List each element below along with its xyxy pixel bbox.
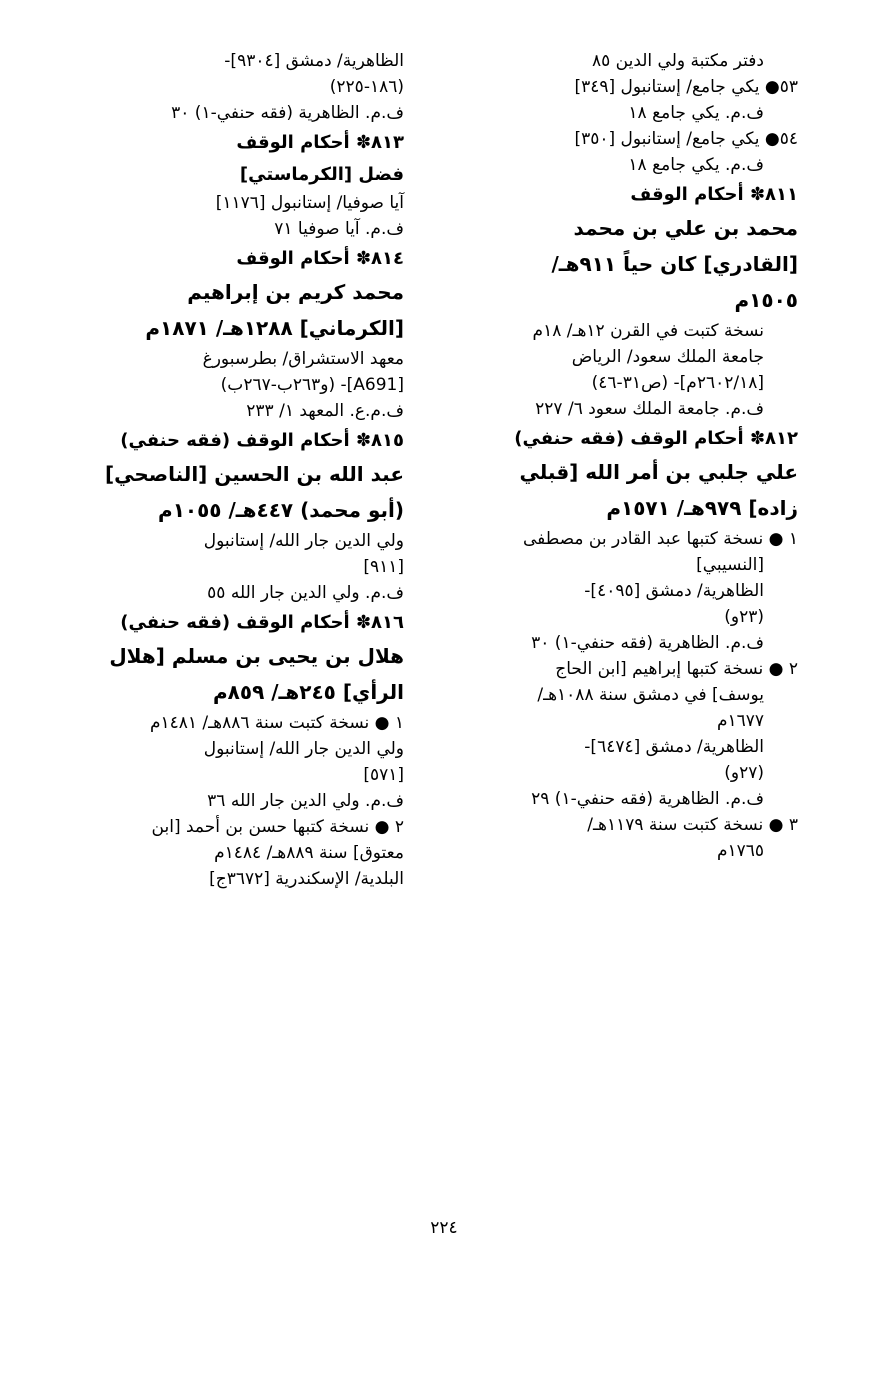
- text-line: ٥٣● يكي جامع/ إستانبول [٣٤٩]: [574, 77, 798, 97]
- entry-heading: ٨١٥✽ أحكام الوقف (فقه حنفي): [120, 430, 404, 451]
- entry-heading: ٨١٦✽ أحكام الوقف (فقه حنفي): [120, 612, 404, 633]
- text-line: ١٧٦٥م: [716, 841, 764, 861]
- author-line: الرأي] ٢٤٥هـ/ ٨٥٩م: [212, 680, 404, 704]
- text-line: ٥٤● يكي جامع/ إستانبول [٣٥٠]: [574, 129, 798, 149]
- text-line: [النسيبي]: [696, 555, 764, 575]
- text-line: الظاهرية/ دمشق [٤٠٩٥]-: [584, 581, 764, 601]
- entry-heading: ٨١٣✽ أحكام الوقف: [236, 132, 404, 153]
- text-line: [٥٧١]: [363, 765, 404, 785]
- author-line: (أبو محمد) ٤٤٧هـ/ ١٠٥٥م: [158, 498, 404, 522]
- entry-heading: فضل [الكرماستي]: [239, 164, 404, 185]
- text-line: معهد الاستشراق/ بطرسبورغ: [202, 349, 404, 369]
- text-line: [A691]- (و٢٦٣ب-٢٦٧ب): [220, 375, 404, 395]
- author-line: علي جلبي بن أمر الله [قبلي: [519, 460, 798, 484]
- page-number: ٢٢٤: [430, 1218, 458, 1238]
- author-line: محمد كريم بن إبراهيم: [187, 280, 404, 304]
- entry-heading: ٨١٢✽ أحكام الوقف (فقه حنفي): [514, 428, 798, 449]
- text-line: ١ ● نسخة كتبت سنة ٨٨٦هـ/ ١٤٨١م: [149, 713, 404, 733]
- entry-heading: ٨١٤✽ أحكام الوقف: [236, 248, 404, 269]
- author-line: محمد بن علي بن محمد: [573, 216, 798, 240]
- text-line: (١٨٦-٢٢٥): [329, 77, 404, 97]
- text-line: معتوق] سنة ٨٨٩هـ/ ١٤٨٤م: [214, 843, 404, 863]
- text-line: ف.م. ولي الدين جار الله ٣٦: [207, 791, 404, 811]
- text-line: ٣ ● نسخة كتبت سنة ١١٧٩هـ/: [587, 815, 798, 835]
- text-line: ف.م. آيا صوفيا ٧١: [274, 219, 404, 239]
- text-line: ١ ● نسخة كتبها عبد القادر بن مصطفى: [522, 529, 798, 549]
- author-line: [القادري] كان حياً ٩١١هـ/: [551, 252, 798, 276]
- text-line: [٢٦٠٢/١٨م]- (ص٣١-٤٦): [591, 373, 764, 393]
- text-line: [٩١١]: [363, 557, 404, 577]
- document-page: [52, 48, 798, 1228]
- text-line: البلدية/ الإسكندرية [٣٦٧٢ج]: [209, 869, 404, 889]
- text-line: ف.م. جامعة الملك سعود ٦/ ٢٢٧: [535, 399, 764, 419]
- text-line: ٢ ● نسخة كتبها حسن بن أحمد [ابن: [151, 817, 404, 837]
- text-line: ١٦٧٧م: [716, 711, 764, 731]
- text-line: ف.م.ع. المعهد ١/ ٢٣٣: [246, 401, 404, 421]
- text-line: (٢٣و): [724, 607, 764, 627]
- text-line: ف.م. الظاهرية (فقه حنفي-١) ٢٩: [531, 789, 764, 809]
- left-column: [52, 48, 404, 1228]
- text-line: ولي الدين جار الله/ إستانبول: [203, 531, 404, 551]
- text-line: الظاهرية/ دمشق [٦٤٧٤]-: [584, 737, 764, 757]
- text-line: ف.م. يكي جامع ١٨: [628, 155, 764, 175]
- text-line: جامعة الملك سعود/ الرياض: [571, 347, 764, 367]
- text-line: ولي الدين جار الله/ إستانبول: [203, 739, 404, 759]
- author-line: هلال بن يحيى بن مسلم [هلال: [109, 644, 404, 668]
- text-line: (٢٧و): [724, 763, 764, 783]
- text-line: ف.م. ولي الدين جار الله ٥٥: [207, 583, 404, 603]
- author-line: ١٥٠٥م: [734, 288, 798, 312]
- right-column: [446, 48, 798, 1228]
- author-line: [الكرماني] ١٢٨٨هـ/ ١٨٧١م: [145, 316, 404, 340]
- text-line: ف.م. الظاهرية (فقه حنفي-١) ٣٠: [531, 633, 764, 653]
- text-line: دفتر مكتبة ولي الدين ٨٥: [591, 51, 764, 71]
- text-line: ف.م. يكي جامع ١٨: [628, 103, 764, 123]
- text-line: آيا صوفيا/ إستانبول [١١٧٦]: [215, 193, 404, 213]
- entry-heading: ٨١١✽ أحكام الوقف: [630, 184, 798, 205]
- text-line: يوسف] في دمشق سنة ١٠٨٨هـ/: [537, 685, 764, 705]
- text-line: نسخة كتبت في القرن ١٢هـ/ ١٨م: [532, 321, 764, 341]
- text-line: ف.م. الظاهرية (فقه حنفي-١) ٣٠: [171, 103, 404, 123]
- text-line: ٢ ● نسخة كتبها إبراهيم [ابن الحاج: [555, 659, 798, 679]
- text-line: الظاهرية/ دمشق [٩٣٠٤]-: [224, 51, 404, 71]
- author-line: زاده] ٩٧٩هـ/ ١٥٧١م: [606, 496, 798, 520]
- author-line: عبد الله بن الحسين [الناصحي]: [105, 462, 404, 486]
